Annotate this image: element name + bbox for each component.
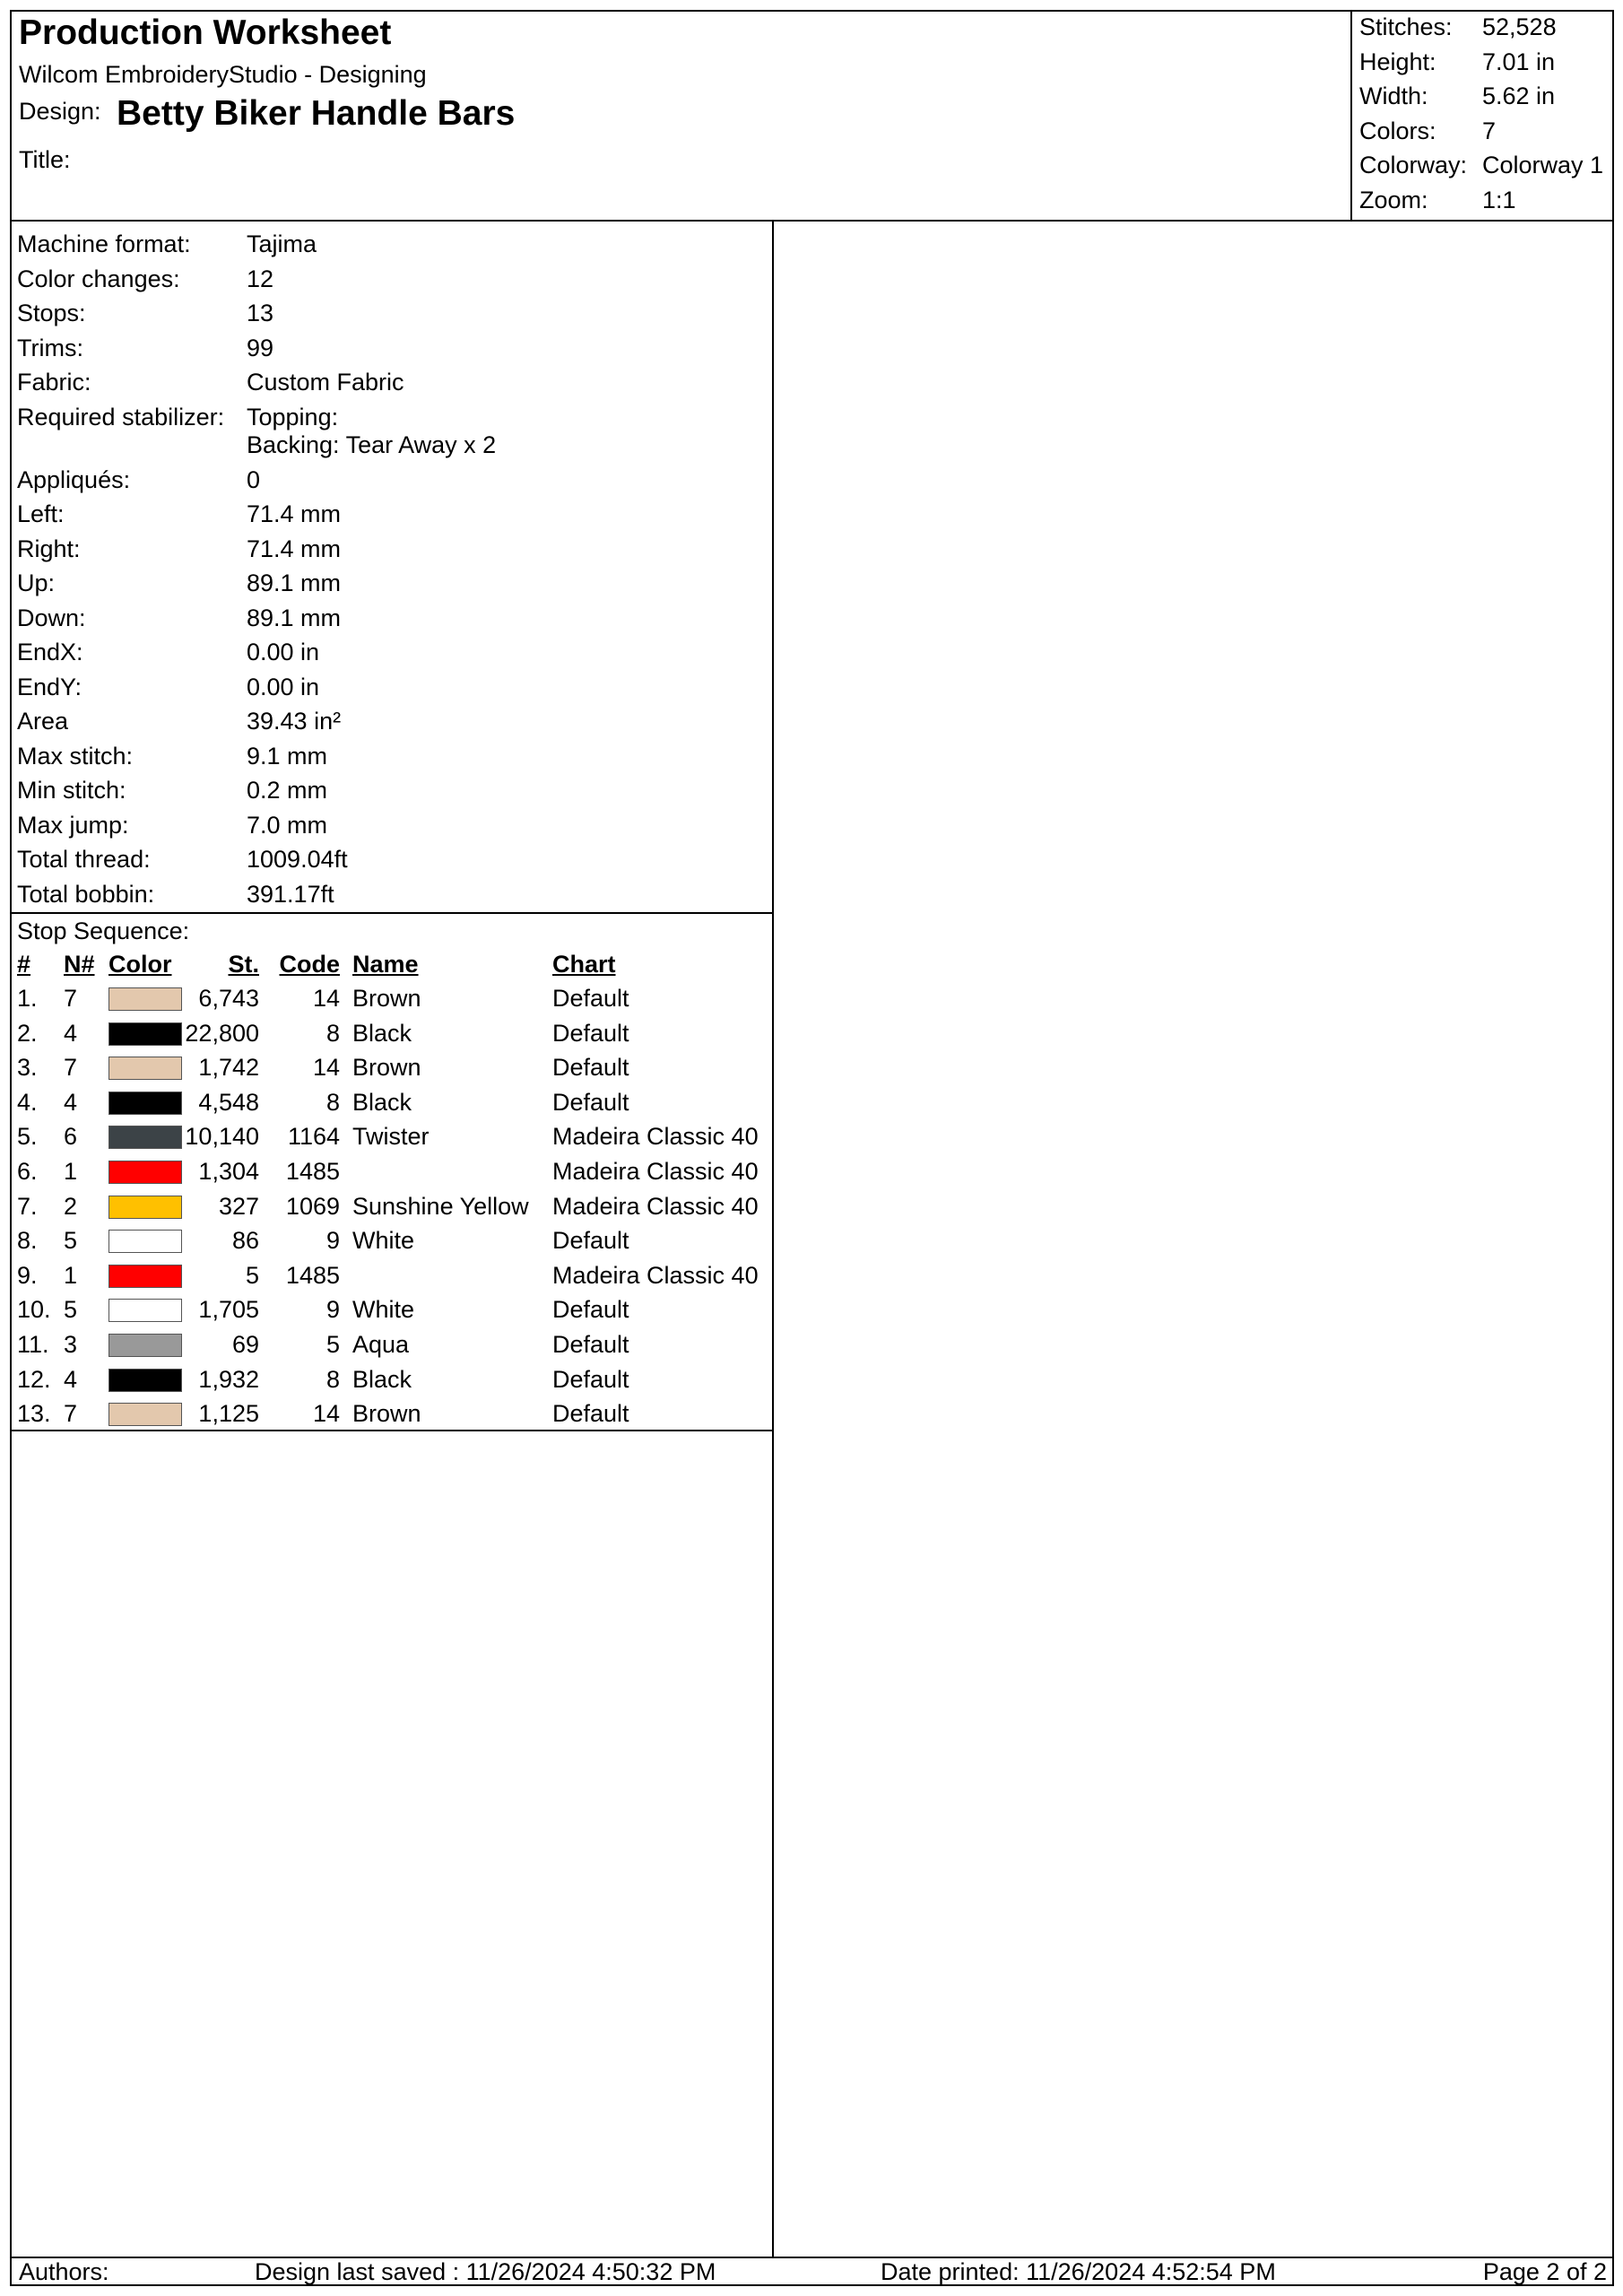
color-swatch: [108, 1403, 182, 1426]
property-value: Tajima: [247, 230, 317, 257]
stop-number: 2.: [17, 1019, 38, 1047]
property-label: Max jump:: [17, 811, 129, 839]
stop-number: 13.: [17, 1400, 51, 1428]
thread-code: 8: [325, 1088, 340, 1116]
property-label: Max stitch:: [17, 742, 134, 770]
last-saved: Design last saved : 11/26/2024 4:50:32 PM: [255, 2258, 716, 2285]
property-value: 71.4 mm: [247, 535, 342, 562]
thread-chart: Default: [552, 1054, 629, 1082]
stitch-count: 86: [231, 1227, 259, 1255]
stitch-count: 69: [231, 1331, 259, 1358]
property-value: 391.17ft: [247, 880, 334, 908]
thread-chart: Madeira Classic 40: [552, 1158, 759, 1185]
stop-number: 8.: [17, 1227, 38, 1255]
summary-row: [1352, 116, 1614, 150]
thread-chart: Default: [552, 1331, 629, 1358]
property-value: 39.43 in²: [247, 708, 342, 735]
thread-code: 8: [325, 1365, 340, 1393]
property-label: Fabric:: [17, 369, 91, 396]
stitch-count: 327: [218, 1192, 259, 1220]
property-value: 0.00 in: [247, 673, 320, 700]
design-name: Betty Biker Handle Bars: [117, 94, 516, 133]
thread-chart: Default: [552, 985, 629, 1012]
thread-name: Brown: [352, 985, 421, 1012]
thread-chart: Default: [552, 1019, 629, 1047]
table-end-divider: [12, 1430, 772, 1431]
thread-chart: Default: [552, 1365, 629, 1393]
stitch-count: 1,304: [198, 1158, 259, 1185]
thread-chart: Default: [552, 1088, 629, 1116]
thread-chart: Madeira Classic 40: [552, 1123, 759, 1151]
col-header-chart: Chart: [552, 951, 616, 978]
summary-value: 1:1: [1482, 186, 1516, 213]
section-divider: [12, 912, 772, 914]
worksheet-header: [12, 12, 1612, 222]
property-value: 13: [247, 300, 274, 326]
thread-chart: Madeira Classic 40: [552, 1261, 759, 1289]
property-label: Left:: [17, 500, 65, 527]
color-swatch: [108, 1230, 182, 1253]
thread-code: 5: [325, 1331, 340, 1358]
summary-row: [1352, 81, 1614, 115]
property-label: Right:: [17, 535, 81, 562]
summary-label: Height:: [1359, 48, 1436, 75]
property-label: Total bobbin:: [17, 880, 155, 908]
property-label: Machine format:: [17, 230, 191, 257]
needle-number: 4: [64, 1088, 78, 1116]
stop-number: 4.: [17, 1088, 38, 1116]
summary-panel: [1350, 12, 1614, 220]
property-value: Topping:: [247, 403, 339, 430]
thread-name: Aqua: [352, 1331, 410, 1358]
thread-code: 14: [312, 1400, 340, 1428]
worksheet-title: Production Worksheet: [19, 13, 392, 52]
stitch-count: 10,140: [185, 1123, 259, 1151]
thread-code: 9: [325, 1296, 340, 1324]
summary-label: Zoom:: [1359, 186, 1428, 213]
summary-value: 5.62 in: [1482, 83, 1556, 109]
thread-code: 8: [325, 1019, 340, 1047]
needle-number: 6: [64, 1123, 78, 1151]
property-label: Area: [17, 708, 69, 735]
property-label: EndX:: [17, 639, 83, 665]
property-label: Up:: [17, 570, 56, 596]
color-swatch: [108, 1057, 182, 1080]
needle-number: 4: [64, 1019, 78, 1047]
property-label: Stops:: [17, 300, 86, 326]
thread-chart: Madeira Classic 40: [552, 1192, 759, 1220]
property-label: Appliqués:: [17, 465, 131, 493]
date-printed: Date printed: 11/26/2024 4:52:54 PM: [881, 2258, 1276, 2285]
color-swatch: [108, 1091, 182, 1115]
col-header-name: Name: [352, 951, 419, 978]
title-label: Title:: [19, 146, 71, 173]
property-value: 71.4 mm: [247, 500, 342, 527]
summary-label: Stitches:: [1359, 13, 1453, 40]
color-swatch: [108, 1126, 182, 1149]
thread-name: White: [352, 1296, 415, 1324]
summary-row: [1352, 185, 1614, 219]
thread-code: 1164: [287, 1123, 340, 1151]
details-column: [12, 220, 774, 2257]
property-value: 0: [247, 465, 261, 493]
stop-number: 11.: [17, 1331, 49, 1358]
summary-value: 7.01 in: [1482, 48, 1556, 75]
property-label: Total thread:: [17, 846, 151, 873]
stop-number: 9.: [17, 1261, 38, 1289]
needle-number: 4: [64, 1365, 78, 1393]
property-value: 1009.04ft: [247, 846, 348, 873]
needle-number: 1: [64, 1261, 78, 1289]
needle-number: 7: [64, 1400, 78, 1428]
summary-label: Colorway:: [1359, 152, 1468, 178]
property-label: Min stitch:: [17, 777, 126, 804]
color-swatch: [108, 1022, 182, 1046]
summary-value: Colorway 1: [1482, 152, 1604, 178]
worksheet-page: [10, 10, 1614, 2286]
thread-chart: Default: [552, 1227, 629, 1255]
needle-number: 3: [64, 1331, 78, 1358]
stitch-count: 5: [245, 1261, 259, 1289]
thread-chart: Default: [552, 1400, 629, 1428]
summary-row: [1352, 47, 1614, 81]
stitch-count: 1,125: [198, 1400, 259, 1428]
color-swatch: [108, 987, 182, 1011]
color-swatch: [108, 1161, 182, 1184]
thread-code: 9: [325, 1227, 340, 1255]
thread-name: Black: [352, 1019, 412, 1047]
property-value: 89.1 mm: [247, 604, 342, 631]
stop-number: 7.: [17, 1192, 38, 1220]
thread-code: 1069: [285, 1192, 340, 1220]
stitch-count: 1,705: [198, 1296, 259, 1324]
property-value: 9.1 mm: [247, 742, 328, 770]
summary-value: 52,528: [1482, 13, 1557, 40]
stitch-count: 1,742: [198, 1054, 259, 1082]
col-header-color: Color: [108, 951, 172, 978]
col-header-code: Code: [279, 951, 340, 978]
thread-code: 14: [312, 985, 340, 1012]
stop-sequence-title: Stop Sequence:: [17, 918, 190, 944]
property-label: EndY:: [17, 673, 82, 700]
thread-name: White: [352, 1227, 415, 1255]
thread-name: Black: [352, 1088, 412, 1116]
worksheet-footer: [12, 2257, 1612, 2288]
color-swatch: [108, 1265, 182, 1288]
color-swatch: [108, 1196, 182, 1219]
needle-number: 7: [64, 1054, 78, 1082]
stop-number: 5.: [17, 1123, 38, 1151]
col-header-stitches: St.: [228, 951, 259, 978]
property-value: 89.1 mm: [247, 570, 342, 596]
property-value-line2: Backing: Tear Away x 2: [247, 430, 497, 458]
needle-number: 7: [64, 985, 78, 1012]
color-swatch: [108, 1299, 182, 1322]
thread-name: Black: [352, 1365, 412, 1393]
color-swatch: [108, 1369, 182, 1392]
authors-label: Authors:: [19, 2258, 109, 2285]
property-label: Required stabilizer:: [17, 403, 225, 430]
application-name: Wilcom EmbroideryStudio - Designing: [19, 61, 427, 88]
thread-code: 14: [312, 1054, 340, 1082]
needle-number: 5: [64, 1227, 78, 1255]
thread-code: 1485: [285, 1158, 340, 1185]
page-number: Page 2 of 2: [1482, 2258, 1607, 2285]
thread-name: Sunshine Yellow: [352, 1192, 529, 1220]
thread-name: Brown: [352, 1400, 421, 1428]
property-label: Down:: [17, 604, 86, 631]
property-label: Trims:: [17, 334, 83, 361]
property-value: 7.0 mm: [247, 811, 328, 839]
property-value: 99: [247, 334, 274, 361]
summary-row: [1352, 12, 1614, 46]
thread-code: 1485: [285, 1261, 340, 1289]
summary-label: Colors:: [1359, 117, 1436, 144]
stop-number: 12.: [17, 1365, 51, 1393]
thread-name: Brown: [352, 1054, 421, 1082]
summary-label: Width:: [1359, 83, 1428, 109]
needle-number: 5: [64, 1296, 78, 1324]
thread-chart: Default: [552, 1296, 629, 1324]
stop-number: 6.: [17, 1158, 38, 1185]
needle-number: 1: [64, 1158, 78, 1185]
property-value: Custom Fabric: [247, 369, 404, 396]
color-swatch: [108, 1334, 182, 1357]
summary-value: 7: [1482, 117, 1497, 144]
property-value: 12: [247, 265, 274, 292]
stop-number: 1.: [17, 985, 38, 1012]
stitch-count: 1,932: [198, 1365, 259, 1393]
stop-number: 10.: [17, 1296, 51, 1324]
col-header-number: #: [17, 951, 31, 978]
summary-row: [1352, 150, 1614, 184]
property-value: 0.00 in: [247, 639, 320, 665]
design-label: Design:: [19, 98, 101, 125]
stop-number: 3.: [17, 1054, 38, 1082]
stitch-count: 6,743: [198, 985, 259, 1012]
property-label: Color changes:: [17, 265, 180, 292]
property-value: 0.2 mm: [247, 777, 328, 804]
stitch-count: 4,548: [198, 1088, 259, 1116]
col-header-needle: N#: [64, 951, 95, 978]
thread-name: Twister: [352, 1123, 430, 1151]
needle-number: 2: [64, 1192, 78, 1220]
stitch-count: 22,800: [185, 1019, 259, 1047]
